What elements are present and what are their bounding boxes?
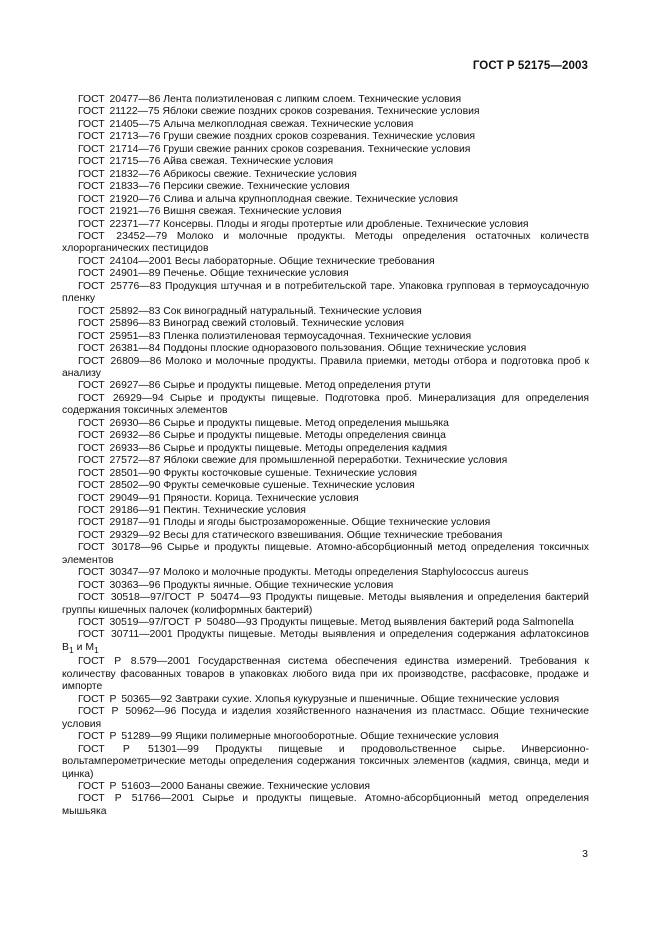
reference-entry <box>62 480 589 492</box>
reference-code: ГОСТ 21713—76 <box>78 131 161 143</box>
reference-code: ГОСТ 29186—91 <box>78 504 161 516</box>
reference-title: Молоко и молочные продукты. Правила приемки, методы отбора и подготовка проб к анализу <box>62 355 590 379</box>
reference-title: Посуда и изделия хозяйственного назначения из пластмасс. Общие технические условия <box>62 706 589 730</box>
reference-title: Завтраки сухие. Хлопья кукурузные и пшеничные. Общие технические условия <box>175 693 560 705</box>
reference-title: Продукты пищевые. Методы выявления и определения бактерий группы кишечных палочек (колиформных бактерий) <box>62 592 589 616</box>
reference-entry <box>62 530 589 542</box>
reference-entry <box>62 505 589 517</box>
reference-entry <box>62 343 589 355</box>
reference-entry <box>62 219 589 231</box>
reference-code: ГОСТ 25896—83 <box>78 318 161 330</box>
reference-code: ГОСТ 25892—83 <box>78 305 161 317</box>
reference-title: Яблоки свежие для промышленной переработки. Технические условия <box>163 455 508 467</box>
reference-title: Весы лабораторные. Общие технические требования <box>174 255 435 267</box>
reference-code: ГОСТ 26929—94 <box>78 392 164 404</box>
reference-entry <box>62 144 589 156</box>
reference-code: ГОСТ 26927—86 <box>78 380 161 392</box>
reference-entry <box>62 629 589 656</box>
reference-title: Алыча мелкоплодная свежая. Технические условия <box>163 118 414 130</box>
reference-entry <box>62 318 589 330</box>
reference-entry <box>62 567 589 579</box>
reference-entry <box>62 169 589 181</box>
subscript: 1 <box>94 645 99 656</box>
reference-title: Лента полиэтиленовая с липким слоем. Технические условия <box>163 94 462 105</box>
reference-code: ГОСТ 21715—76 <box>78 156 161 168</box>
reference-code: ГОСТ 26930—86 <box>78 417 161 429</box>
reference-title: Печенье. Общие технические условия <box>163 268 349 280</box>
reference-entry <box>62 119 589 131</box>
reference-title: Сырье и продукты пищевые. Методы определения свинца <box>163 430 446 442</box>
reference-title: Сырье и продукты пищевые. Метод определения ртути <box>163 380 431 392</box>
reference-entry <box>62 617 589 629</box>
reference-title: Виноград свежий столовый. Технические условия <box>163 318 405 330</box>
reference-code: ГОСТ 21921—76 <box>78 206 161 218</box>
reference-entry <box>62 493 589 505</box>
reference-code: ГОСТ 29329—92 <box>78 529 161 541</box>
reference-code: ГОСТ 21832—76 <box>78 168 161 180</box>
reference-entry <box>62 306 589 318</box>
reference-code: ГОСТ 26809—86 <box>78 355 162 367</box>
reference-title: Молоко и молочные продукты. Методы определения Staphylococcus aureus <box>163 567 529 579</box>
reference-code: ГОСТ 30347—97 <box>78 567 161 579</box>
reference-code: ГОСТ 21714—76 <box>78 143 161 155</box>
reference-code: ГОСТ 22371—77 <box>78 218 161 230</box>
reference-title: Пектин. Технические условия <box>163 504 306 516</box>
reference-title: Пряности. Корица. Технические условия <box>163 492 359 504</box>
reference-entry <box>62 455 589 467</box>
reference-code: ГОСТ 21920—76 <box>78 193 161 205</box>
reference-code: ГОСТ 25776—83 <box>78 280 162 292</box>
reference-title: Сырье и продукты пищевые. Метод определения мышьяка <box>163 417 449 429</box>
reference-code: ГОСТ 30519—97/ГОСТ Р 50480—93 <box>78 617 258 629</box>
reference-title: Груши свежие ранних сроков созревания. Технические условия <box>163 143 471 155</box>
reference-title: Продукция штучная и в потребительской таре. Упаковка групповая в термоусадочную пленку <box>62 280 589 305</box>
reference-entry <box>62 793 589 818</box>
reference-code: ГОСТ Р 51603—2000 <box>78 781 184 792</box>
reference-entry <box>62 194 589 206</box>
reference-code: ГОСТ 30363—96 <box>78 579 161 591</box>
reference-title: Консервы. Плоды и ягоды протертые или дробленые. Технические условия <box>163 218 529 230</box>
reference-title: Фрукты семечковые сушеные. Технические условия <box>163 480 415 492</box>
reference-code: ГОСТ 21833—76 <box>78 181 161 193</box>
reference-code: ГОСТ Р 51301—99 <box>78 743 199 755</box>
reference-code: ГОСТ 20477—86 <box>78 94 161 105</box>
reference-title: Сырье и продукты пищевые. Подготовка проб. Минерализация для определения содержания токсичных элементов <box>62 392 589 417</box>
reference-title: Продукты пищевые и продовольственное сырье. Инверсионно-вольтамперометрические методы определения содержания токсичных элементов (кадмия, свинца, меди и цинка) <box>62 743 589 780</box>
reference-code: ГОСТ 30178—96 <box>78 542 163 554</box>
reference-code: ГОСТ 26381—84 <box>78 343 161 355</box>
reference-title: Весы для статического взвешивания. Общие технические требования <box>163 529 503 541</box>
reference-title: Бананы свежие. Технические условия <box>186 781 371 792</box>
reference-entry <box>62 542 589 567</box>
reference-code: ГОСТ 27572—87 <box>78 455 161 467</box>
reference-entry <box>62 592 589 617</box>
reference-entry <box>62 268 589 280</box>
reference-code: ГОСТ 21122—75 <box>78 106 160 118</box>
reference-title: Сырье и продукты пищевые. Атомно-абсорбционный метод определения токсичных элементов <box>62 542 590 566</box>
reference-title: Фрукты косточковые сушеные. Технические условия <box>163 467 418 479</box>
reference-entry <box>62 94 589 106</box>
reference-code: ГОСТ 28501—90 <box>78 467 161 479</box>
reference-title: Ящики полимерные многооборотные. Общие технические условия <box>175 731 499 743</box>
reference-entry <box>62 393 589 418</box>
reference-title: Абрикосы свежие. Технические условия <box>163 168 357 180</box>
reference-code: ГОСТ Р 50962—96 <box>78 706 177 718</box>
reference-title: Айва свежая. Технические условия <box>163 156 334 168</box>
reference-title: Персики свежие. Технические условия <box>163 181 350 193</box>
subscript: 1 <box>68 645 74 656</box>
reference-entry <box>62 517 589 529</box>
reference-entry <box>62 468 589 480</box>
reference-title: Слива и алыча крупноплодная свежие. Технические условия <box>163 193 458 205</box>
reference-code: ГОСТ 30711—2001 <box>78 629 173 641</box>
reference-title-continued: и M <box>73 641 94 653</box>
reference-entry <box>62 181 589 193</box>
reference-title: Продукты яичные. Общие технические условия <box>163 579 394 591</box>
reference-title: Сок виноградный натуральный. Технические условия <box>163 305 422 317</box>
reference-code: ГОСТ 23452—79 <box>78 230 168 242</box>
reference-title: Вишня свежая. Технические условия <box>163 206 342 218</box>
reference-entry <box>62 380 589 392</box>
reference-title: Сырье и продукты пищевые. Атомно-абсорбционный метод определения мышьяка <box>62 793 589 817</box>
reference-code: ГОСТ 26932—86 <box>78 430 161 442</box>
reference-title: Поддоны плоские одноразового пользования. Общие технические условия <box>163 343 527 355</box>
reference-entry <box>62 106 589 118</box>
page-number: 3 <box>582 848 588 860</box>
reference-entry <box>62 156 589 168</box>
document-code-header: ГОСТ Р 52175—2003 <box>472 60 588 72</box>
reference-entry <box>62 131 589 143</box>
reference-code: ГОСТ 26933—86 <box>78 442 161 454</box>
reference-code: ГОСТ 24104—2001 <box>78 255 172 267</box>
reference-title: Пленка полиэтиленовая термоусадочная. Технические условия <box>163 330 472 342</box>
normative-references-list <box>62 94 589 818</box>
reference-title: Молоко и молочные продукты. Методы определения остаточных количеств хлорорганических пестицидов <box>62 230 590 255</box>
reference-entry <box>62 781 589 793</box>
reference-entry <box>62 430 589 442</box>
reference-code: ГОСТ 30518—97/ГОСТ Р 50474—93 <box>78 592 262 604</box>
reference-entry <box>62 706 589 731</box>
reference-code: ГОСТ 24901—89 <box>78 268 161 280</box>
reference-code: ГОСТ 29049—91 <box>78 492 161 504</box>
reference-code: ГОСТ 21405—75 <box>78 118 161 130</box>
reference-title: Сырье и продукты пищевые. Методы определения кадмия <box>163 442 448 454</box>
reference-title: Государственная система обеспечения единства измерений. Требования к количеству фасованных товаров в упаковках любого вида при их производстве, расфасовке, продаже и импорте <box>62 656 589 693</box>
reference-title: Продукты пищевые. Методы выявления и определения содержания афлатоксинов B <box>62 629 590 653</box>
reference-entry <box>62 656 589 693</box>
reference-entry <box>62 694 589 706</box>
reference-title: Яблоки свежие поздних сроков созревания. Технические условия <box>162 106 480 118</box>
reference-entry <box>62 231 589 256</box>
reference-code: ГОСТ 25951—83 <box>78 330 161 342</box>
reference-entry <box>62 206 589 218</box>
reference-entry <box>62 744 589 781</box>
reference-title: Продукты пищевые. Метод выявления бактерий рода Salmonella <box>260 617 574 629</box>
reference-code: ГОСТ Р 51766—2001 <box>78 793 195 805</box>
reference-entry <box>62 580 589 592</box>
reference-code: ГОСТ Р 50365—92 <box>78 693 173 705</box>
reference-code: ГОСТ Р 8.579—2001 <box>78 656 191 668</box>
reference-entry <box>62 731 589 743</box>
reference-entry <box>62 256 589 268</box>
reference-code: ГОСТ 28502—90 <box>78 480 161 492</box>
reference-code: ГОСТ Р 51289—99 <box>78 731 173 743</box>
reference-entry <box>62 281 589 306</box>
reference-title: Груши свежие поздних сроков созревания. Технические условия <box>163 131 476 143</box>
reference-entry <box>62 331 589 343</box>
reference-entry <box>62 356 589 381</box>
reference-entry <box>62 443 589 455</box>
reference-title: Плоды и ягоды быстрозамороженные. Общие технические условия <box>163 517 491 529</box>
reference-entry <box>62 418 589 430</box>
reference-code: ГОСТ 29187—91 <box>78 517 161 529</box>
